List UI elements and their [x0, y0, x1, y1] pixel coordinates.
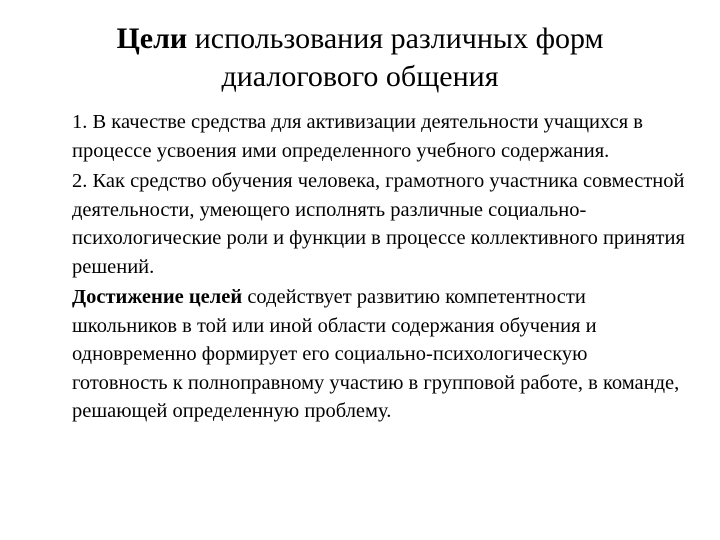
title-bold-word: Цели — [116, 22, 188, 55]
goal-item-1: 1. В качестве средства для активизации деятельности учащихся в процессе усвоения ими определенного учебного содержания. — [72, 111, 643, 162]
conclusion-bold-phrase: Достижение целей — [72, 286, 243, 308]
conclusion-text: содействует развитию компетентности школьников в той или иной области содержания обучения и одновременно формирует его социально-психологическую готовность к полноправному участию в групповой работе, в команде, решающей определенную проблему. — [72, 286, 680, 422]
slide-body — [72, 108, 687, 428]
slide-title — [80, 20, 640, 96]
goal-item-2: 2. Как средство обучения человека, грамотного участника совместной деятельности, умеющего исполнять различные социально-психологические роли и функции в процессе коллективного принятия решений. — [72, 170, 685, 278]
conclusion-paragraph — [72, 283, 687, 426]
title-line1-rest: использования различных форм — [187, 22, 604, 55]
title-line2: диалогового общения — [221, 60, 499, 93]
